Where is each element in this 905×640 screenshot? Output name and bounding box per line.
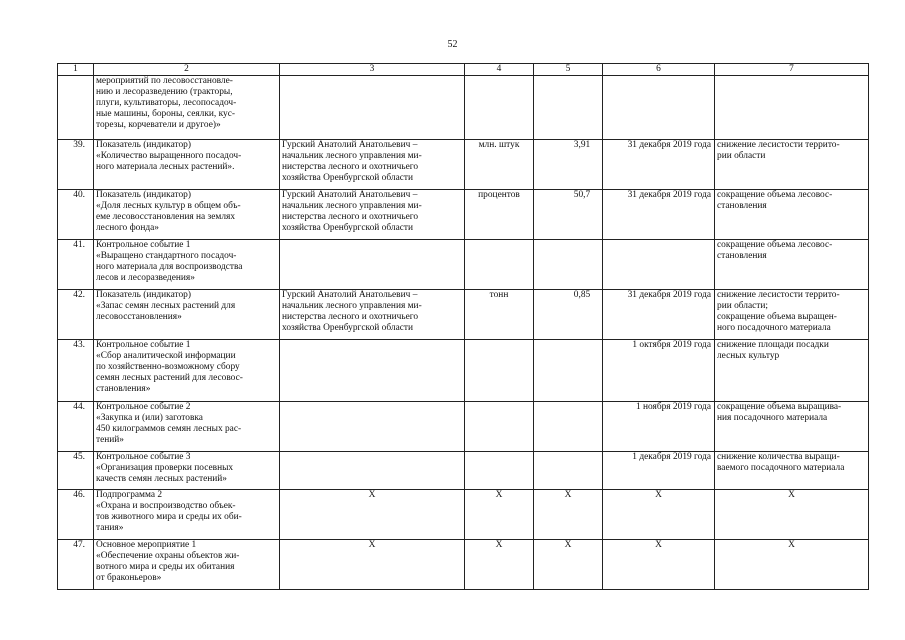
row-value	[534, 190, 603, 240]
program-table	[57, 63, 869, 590]
row-name: мероприятий по лесовосстановле- нию и лесоразведению (тракторы, плуги, культиваторы, лесопосадоч- ные машины, бороны, сеялки, кус- торезы, корчеватели и другое)»	[94, 76, 280, 140]
row-deadline: 31 декабря 2019 года	[603, 290, 715, 340]
row-unit: тонн	[465, 290, 534, 340]
row-deadline: 31 декабря 2019 года	[603, 140, 715, 190]
page-number: 52	[447, 39, 458, 50]
row-name: Контрольное событие 3 «Организация проверки посевных качеств семян лесных растений»	[94, 452, 280, 490]
row-value-text: 3,91	[573, 140, 591, 150]
row-unit: процентов	[465, 190, 534, 240]
row-name: Контрольное событие 1 «Выращено стандартного посадоч- ного материала для воспроизводства лесов и лесоразведения»	[94, 240, 280, 290]
row-unit: X	[465, 490, 534, 540]
table-row	[58, 290, 869, 340]
row-deadline: 31 декабря 2019 года	[603, 190, 715, 240]
table-header-row	[58, 64, 869, 76]
column-header-1: 1	[58, 64, 94, 76]
column-header-7: 7	[715, 64, 869, 76]
row-name: Показатель (индикатор) «Количество выращенного посадоч- ного материала лесных растений».	[94, 140, 280, 190]
row-name: Контрольное событие 1 «Сбор аналитической информации по хозяйственно-возможному сбору семян лесных растений для лесовос- становления»	[94, 340, 280, 402]
row-consequence: снижение площади посадки лесных культур	[715, 340, 869, 402]
row-deadline: 1 ноября 2019 года	[603, 402, 715, 452]
table-row	[58, 76, 869, 140]
row-consequence: X	[715, 540, 869, 590]
row-number: 47.	[58, 540, 94, 590]
row-responsible	[280, 240, 465, 290]
row-consequence: снижение лесистости террито- рии области; сокращение объема выращен- ного посадочного материала	[715, 290, 869, 340]
row-value	[534, 240, 603, 290]
row-name: Показатель (индикатор) «Запас семян лесных растений для лесовосстановления»	[94, 290, 280, 340]
row-unit	[465, 240, 534, 290]
row-unit	[465, 452, 534, 490]
row-responsible	[280, 340, 465, 402]
column-header-5: 5	[534, 64, 603, 76]
row-value-text: 0,85	[573, 290, 591, 300]
row-responsible: Гурский Анатолий Анатольевич – начальник лесного управления ми- нистерства лесного и охотничьего хозяйства Оренбургской области	[280, 140, 465, 190]
row-unit	[465, 402, 534, 452]
row-number: 43.	[58, 340, 94, 402]
row-responsible	[280, 452, 465, 490]
row-value: X	[534, 540, 603, 590]
row-unit: млн. штук	[465, 140, 534, 190]
row-value	[534, 402, 603, 452]
column-header-2: 2	[94, 64, 280, 76]
row-number: 39.	[58, 140, 94, 190]
table-row	[58, 402, 869, 452]
column-header-3: 3	[280, 64, 465, 76]
row-deadline: X	[603, 540, 715, 590]
row-responsible: X	[280, 490, 465, 540]
row-value-text: 50,7	[573, 190, 591, 200]
row-consequence	[715, 76, 869, 140]
row-number: 40.	[58, 190, 94, 240]
column-header-4: 4	[465, 64, 534, 76]
table-row	[58, 490, 869, 540]
row-unit: X	[465, 540, 534, 590]
row-consequence: снижение лесистости террито- рии области	[715, 140, 869, 190]
row-value	[534, 452, 603, 490]
row-number: 45.	[58, 452, 94, 490]
row-consequence: сокращение объема лесовос- становления	[715, 190, 869, 240]
row-deadline	[603, 240, 715, 290]
table-row	[58, 240, 869, 290]
row-name: Показатель (индикатор) «Доля лесных культур в общем объ- еме лесовосстановления на землях лесного фонда»	[94, 190, 280, 240]
row-number	[58, 76, 94, 140]
row-responsible: Гурский Анатолий Анатольевич – начальник лесного управления ми- нистерства лесного и охотничьего хозяйства Оренбургской области	[280, 290, 465, 340]
row-number: 44.	[58, 402, 94, 452]
row-value: X	[534, 490, 603, 540]
row-consequence: снижение количества выращи- ваемого посадочного материала	[715, 452, 869, 490]
table-row	[58, 140, 869, 190]
row-deadline: 1 декабря 2019 года	[603, 452, 715, 490]
row-number: 41.	[58, 240, 94, 290]
row-deadline	[603, 76, 715, 140]
row-number: 42.	[58, 290, 94, 340]
row-name: Контрольное событие 2 «Закупка и (или) заготовка 450 килограммов семян лесных рас- тений»	[94, 402, 280, 452]
row-deadline: X	[603, 490, 715, 540]
row-unit	[465, 76, 534, 140]
column-header-6: 6	[603, 64, 715, 76]
table-row	[58, 452, 869, 490]
row-name: Подпрограмма 2 «Охрана и воспроизводство объек- тов животного мира и среды их оби- тания»	[94, 490, 280, 540]
row-unit	[465, 340, 534, 402]
row-deadline: 1 октября 2019 года	[603, 340, 715, 402]
row-responsible	[280, 76, 465, 140]
row-value	[534, 340, 603, 402]
table-row	[58, 190, 869, 240]
row-consequence: сокращение объема выращива- ния посадочного материала	[715, 402, 869, 452]
row-name: Основное мероприятие 1 «Обеспечение охраны объектов жи- вотного мира и среды их обитания от браконьеров»	[94, 540, 280, 590]
row-consequence: X	[715, 490, 869, 540]
table-row	[58, 540, 869, 590]
row-responsible: Гурский Анатолий Анатольевич – начальник лесного управления ми- нистерства лесного и охотничьего хозяйства Оренбургской области	[280, 190, 465, 240]
table-row	[58, 340, 869, 402]
row-responsible: X	[280, 540, 465, 590]
row-responsible	[280, 402, 465, 452]
row-value	[534, 76, 603, 140]
row-value	[534, 290, 603, 340]
row-consequence: сокращение объема лесовос- становления	[715, 240, 869, 290]
row-value	[534, 140, 603, 190]
row-number: 46.	[58, 490, 94, 540]
